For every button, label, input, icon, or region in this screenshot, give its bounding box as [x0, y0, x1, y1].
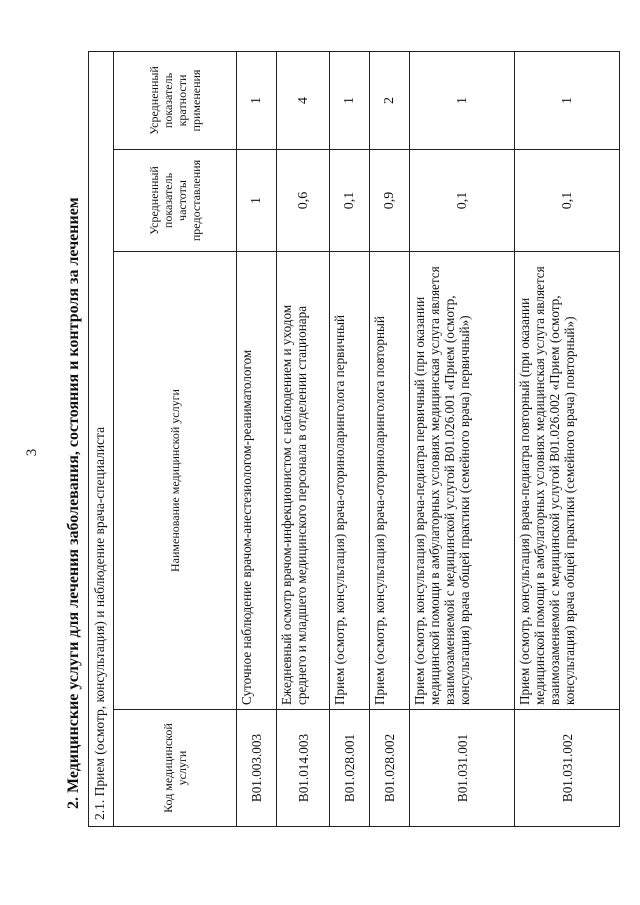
- table-row: [370, 52, 410, 827]
- page-number: 3: [24, 448, 40, 457]
- frequency-value: 0,6: [277, 150, 330, 252]
- service-code: B01.028.001: [330, 710, 370, 827]
- service-name: Прием (осмотр, консультация) врача-оториноларинголога первичный: [330, 252, 370, 710]
- multiplicity-value: 4: [277, 52, 330, 150]
- subsection-title: 2.1. Прием (осмотр, консультация) и наблюдение врача-специалиста: [89, 52, 114, 827]
- header-frequency: Усредненный показатель частоты предоставления: [114, 150, 237, 252]
- table-row: [330, 52, 370, 827]
- service-name: Суточное наблюдение врачом-анестезиологом-реаниматологом: [237, 252, 277, 710]
- frequency-value: 0,1: [330, 150, 370, 252]
- multiplicity-value: 1: [410, 52, 515, 150]
- multiplicity-value: 1: [515, 52, 620, 150]
- header-code: Код медицинской услуги: [114, 710, 237, 827]
- subsection-row: [89, 52, 114, 827]
- table-row: [410, 52, 515, 827]
- medical-services-table: [88, 51, 620, 827]
- frequency-value: 0,1: [515, 150, 620, 252]
- multiplicity-value: 1: [330, 52, 370, 150]
- section-title: 2. Медицинские услуги для лечения заболевания, состояния и контроля за лечением: [65, 197, 82, 809]
- service-name: Прием (осмотр, консультация) врача-педиатра первичный (при оказании медицинской помощи в амбулаторных условиях медицинская услуга является взаимозаменяемой с медицинской услугой B01.026.001 «Прием (осмотр, консультация) врача общей практики (семейного врача) первичный»): [410, 252, 515, 710]
- table-row: [277, 52, 330, 827]
- header-name: Наименование медицинской услуги: [114, 252, 237, 710]
- frequency-value: 0,1: [410, 150, 515, 252]
- header-multiplicity: Усредненный показатель кратности применения: [114, 52, 237, 150]
- table-header-row: [114, 52, 237, 827]
- service-name: Прием (осмотр, консультация) врача-оториноларинголога повторный: [370, 252, 410, 710]
- service-code: B01.031.001: [410, 710, 515, 827]
- service-name: Прием (осмотр, консультация) врача-педиатра повторный (при оказании медицинской помощи в амбулаторных условиях медицинская услуга является взаимозаменяемой с медицинской услугой B01.026.002 «Прием (осмотр, консультация) врача общей практики (семейного врача) повторный»): [515, 252, 620, 710]
- multiplicity-value: 2: [370, 52, 410, 150]
- service-name: Ежедневный осмотр врачом-инфекционистом с наблюдением и уходом среднего и младшего медицинского персонала в отделении стационара: [277, 252, 330, 710]
- service-code: B01.028.002: [370, 710, 410, 827]
- frequency-value: 0,9: [370, 150, 410, 252]
- service-code: B01.014.003: [277, 710, 330, 827]
- service-code: B01.031.002: [515, 710, 620, 827]
- frequency-value: 1: [237, 150, 277, 252]
- table-row: [515, 52, 620, 827]
- table-row: [237, 52, 277, 827]
- service-code: B01.003.003: [237, 710, 277, 827]
- multiplicity-value: 1: [237, 52, 277, 150]
